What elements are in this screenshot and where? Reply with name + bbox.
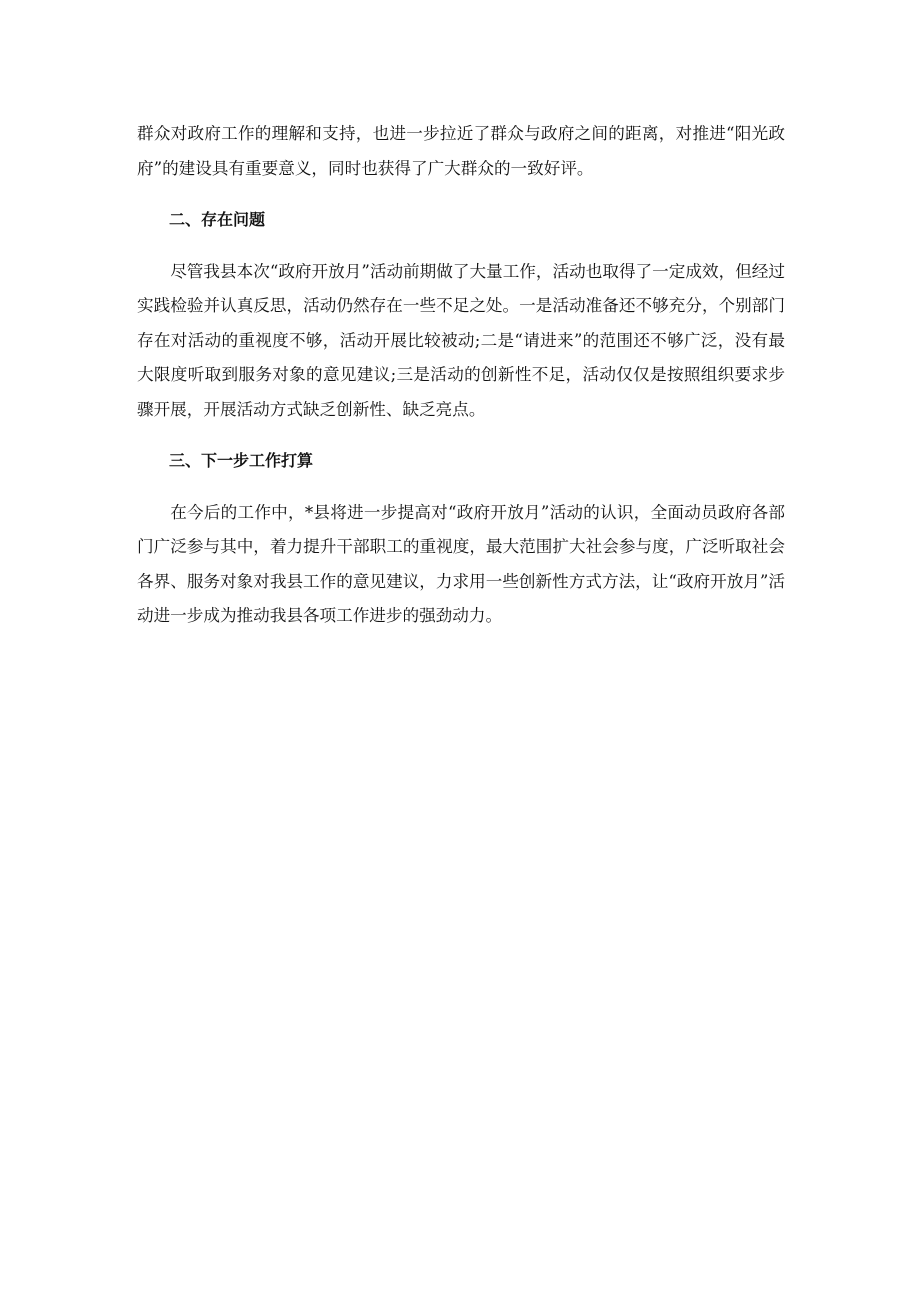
paragraph-next-steps: 在今后的工作中，*县将进一步提高对“政府开放月”活动的认识，全面动员政府各部门广泛参与其中，着力提升干部职工的重视度，最大范围扩大社会参与度，广泛听取社会各界、服务对象对我县工作的意见建议，力求用一些创新性方式方法，让“政府开放月”活动进一步成为推动我县各项工作进步的强劲动力。 — [137, 502, 785, 625]
paragraph-continuation: 群众对政府工作的理解和支持，也进一步拉近了群众与政府之间的距离，对推进“阳光政府”的建设具有重要意义，同时也获得了广大群众的一致好评。 — [137, 124, 785, 178]
document-body — [137, 117, 785, 634]
section-heading-next-steps: 三、下一步工作打算 — [169, 451, 314, 470]
paragraph-problems: 尽管我县本次“政府开放月”活动前期做了大量工作，活动也取得了一定成效，但经过实践检验并认真反思，活动仍然存在一些不足之处。一是活动准备还不够充分，个别部门存在对活动的重视度不够，活动开展比较被动;二是“请进来”的范围还不够广泛，没有最大限度听取到服务对象的意见建议;三是活动的创新性不足，活动仅仅是按照组织要求步骤开展，开展活动方式缺乏创新性、缺乏亮点。 — [137, 261, 785, 419]
section-heading-problems: 二、存在问题 — [169, 210, 266, 229]
